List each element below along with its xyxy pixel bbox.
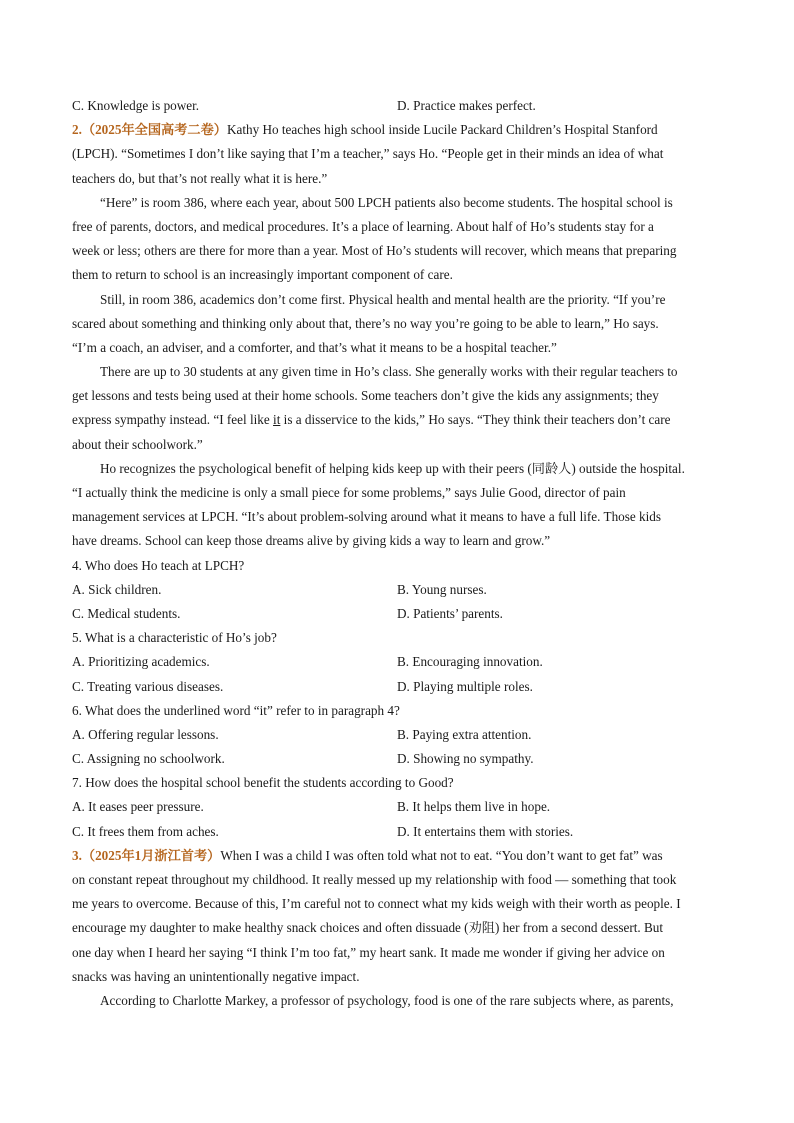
- option-a: A. Prioritizing academics.: [72, 654, 210, 670]
- passage-text: is a disservice to the kids,” Ho says. “They think their teachers don’t care: [280, 412, 671, 428]
- passage-number: 2.: [72, 122, 82, 138]
- option-d: D. Practice makes perfect.: [397, 98, 536, 113]
- passage-line: snacks was having an unintentionally negative impact.: [72, 968, 360, 984]
- passage-source: （2025年1月浙江首考）: [81, 847, 221, 863]
- passage-line: [72, 408, 724, 432]
- passage-line: Ho recognizes the psychological benefit of helping kids keep up with their peers (同龄人) outside the hospital.: [100, 460, 685, 476]
- passage-line: about their schoolwork.”: [72, 436, 203, 452]
- passage-line: free of parents, doctors, and medical procedures. It’s a place of learning. About half of Ho’s students stay for a: [72, 218, 654, 234]
- passage-line: management services at LPCH. “It’s about problem-solving around what it means to have a full life. Those kids: [72, 509, 662, 525]
- option-c: C. Treating various diseases.: [72, 678, 224, 694]
- options-row: [72, 578, 724, 602]
- option-b: B. Paying extra attention.: [397, 726, 532, 742]
- passage-line: “I actually think the medicine is only a small piece for some problems,” says Julie Good, director of pain: [72, 485, 626, 500]
- option-c: C. It frees them from aches.: [72, 823, 219, 839]
- option-a: A. Sick children.: [72, 581, 162, 597]
- passage-line: teachers do, but that’s not really what it is here.”: [72, 170, 328, 186]
- passage-line: on constant repeat throughout my childhood. It really messed up my relationship with food — something that took: [72, 872, 677, 887]
- option-a: A. It eases peer pressure.: [72, 799, 204, 815]
- passage-source: （2025年全国高考二卷）: [81, 122, 227, 138]
- passage-line: (LPCH). “Sometimes I don’t like saying that I’m a teacher,” says Ho. “People get in their minds an idea of what: [72, 146, 664, 162]
- question-stem: 6. What does the underlined word “it” refer to in paragraph 4?: [72, 702, 400, 718]
- passage-2-heading: [72, 118, 724, 142]
- option-c: C. Medical students.: [72, 605, 181, 621]
- options-row: [72, 747, 724, 771]
- passage-line: “Here” is room 386, where each year, about 500 LPCH patients also become students. The hospital school is: [100, 194, 673, 210]
- options-row: [72, 795, 724, 819]
- passage-line: week or less; others are there for more than a year. Most of Ho’s students will recover, which means that preparing: [72, 243, 677, 259]
- passage-text: Kathy Ho teaches high school inside Lucile Packard Children’s Hospital Stanford: [226, 122, 658, 138]
- option-d: D. Playing multiple roles.: [397, 678, 533, 694]
- options-row: [72, 723, 724, 747]
- passage-line: them to return to school is an increasingly important component of care.: [72, 267, 453, 283]
- passage-line: encourage my daughter to make healthy snack choices and often dissuade (劝阻) her from a second dessert. But: [72, 920, 664, 936]
- option-d: D. It entertains them with stories.: [397, 823, 574, 839]
- passage-line: Still, in room 386, academics don’t come first. Physical health and mental health are the priority. “If you’re: [100, 291, 666, 307]
- passage-text: express sympathy instead. “I feel like: [72, 412, 274, 428]
- options-row: [72, 602, 724, 626]
- passage-line: have dreams. School can keep those dreams alive by giving kids a way to learn and grow.”: [72, 533, 551, 549]
- underlined-word: it: [273, 412, 281, 428]
- option-b: B. Young nurses.: [397, 581, 487, 597]
- question-stem: 4. Who does Ho teach at LPCH?: [72, 557, 245, 573]
- question-stem: 5. What is a characteristic of Ho’s job?: [72, 630, 277, 646]
- option-d: D. Showing no sympathy.: [397, 751, 534, 767]
- question-stem: 7. How does the hospital school benefit the students according to Good?: [72, 775, 454, 791]
- options-row: [72, 94, 724, 118]
- option-c: C. Assigning no schoolwork.: [72, 751, 225, 767]
- options-row: [72, 820, 724, 844]
- passage-line: “I’m a coach, an adviser, and a comforter, and that’s what it means to be a hospital teacher.”: [72, 339, 557, 355]
- passage-number: 3.: [72, 847, 82, 863]
- option-c: C. Knowledge is power.: [72, 98, 200, 113]
- passage-3-heading: [72, 844, 724, 868]
- passage-line: There are up to 30 students at any given time in Ho’s class. She generally works with their regular teachers to: [100, 364, 678, 380]
- option-d: D. Patients’ parents.: [397, 605, 503, 621]
- document-page: [72, 94, 724, 1013]
- passage-line: scared about something and thinking only about that, there’s no way you’re going to be able to learn,” Ho says.: [72, 315, 659, 331]
- options-row: [72, 675, 724, 699]
- passage-text: When I was a child I was often told what not to eat. “You don’t want to get fat” was: [220, 847, 663, 863]
- passage-line: get lessons and tests being used at their home schools. Some teachers don’t give the kids any assignments; they: [72, 388, 659, 404]
- option-b: B. It helps them live in hope.: [397, 799, 551, 815]
- passage-line: me years to overcome. Because of this, I’m careful not to connect what my kids weigh with their worth as people. I: [72, 896, 681, 912]
- passage-line: one day when I heard her saying “I think I’m too fat,” my heart sank. It made me wonder if giving her advice on: [72, 944, 665, 960]
- option-a: A. Offering regular lessons.: [72, 726, 219, 742]
- options-row: [72, 650, 724, 674]
- passage-line: According to Charlotte Markey, a professor of psychology, food is one of the rare subjects where, as parents,: [100, 992, 674, 1008]
- option-b: B. Encouraging innovation.: [397, 654, 543, 670]
